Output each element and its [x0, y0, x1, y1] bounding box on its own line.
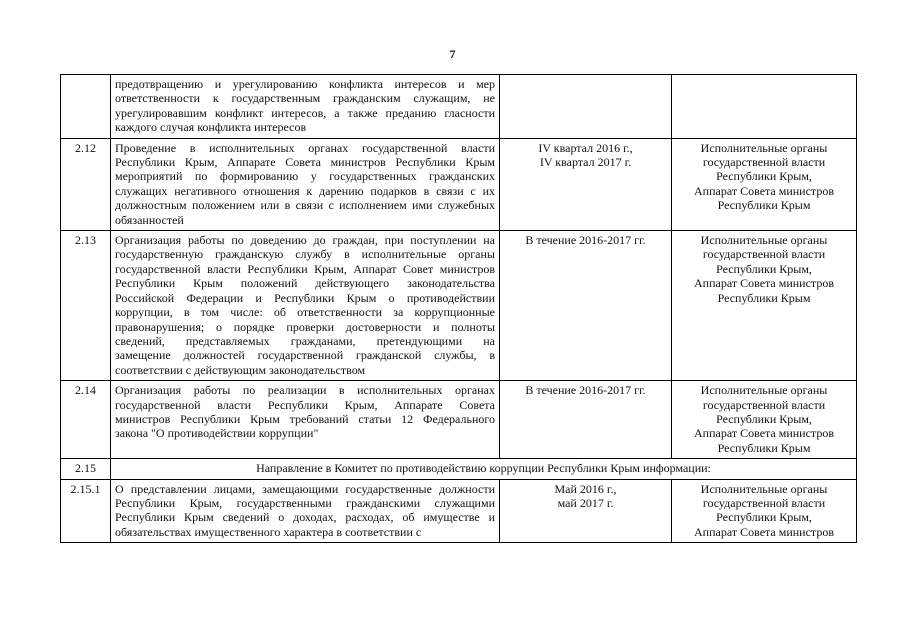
table-row — [61, 138, 857, 230]
executors — [672, 75, 857, 139]
measure-description — [111, 479, 500, 543]
executors: Исполнительные органы государственной власти Республики Крым, Аппарат Совета министров Республики Крым — [672, 138, 857, 230]
description-line: Республики Крым сведений о доходах, расходах, об имуществе и — [115, 510, 495, 525]
description-line: закона "О противодействии коррупции" — [115, 426, 319, 441]
deadline — [500, 75, 672, 139]
measure-description — [111, 231, 500, 381]
row-number: 2.12 — [61, 138, 111, 230]
deadline: IV квартал 2016 г., IV квартал 2017 г. — [500, 138, 672, 230]
row-number: 2.15.1 — [61, 479, 111, 543]
description-line: замещение должностей государственной гражданской службы, в — [115, 348, 495, 363]
description-line: Организация работы по доведению до граждан, при поступлении на — [115, 233, 495, 248]
description-line: государственной власти Республики Крым, Аппарате Совета — [115, 397, 495, 412]
description-line: ответственности к государственным гражданским служащим, не — [115, 91, 495, 106]
row-number: 2.13 — [61, 231, 111, 381]
description-line: сведений, представляемых гражданами, претендующими на — [115, 333, 495, 348]
description-line: должностным положением или в связи с исполнением ими служебных — [115, 198, 495, 213]
description-line: министров Республики Крым требований статьи 12 Федерального — [115, 411, 495, 426]
description-line: Проведение в исполнительных органах государственной власти — [115, 140, 495, 155]
table-row — [61, 381, 857, 459]
description-line: коррупции, в том числе: об ответственности за коррупционные — [115, 305, 495, 320]
description-line: служащих негативного отношения к дарению подарков в связи с их — [115, 183, 495, 198]
description-line: Республики Крым, Аппарате Совета министров Республики Крым — [115, 155, 495, 170]
description-line: О представлении лицами, замещающими государственные должности — [115, 481, 495, 496]
description-line: правонарушения; о порядке проверки достоверности и полноты — [115, 319, 495, 334]
deadline: В течение 2016-2017 гг. — [500, 231, 672, 381]
description-line: обязательствах имущественного характера в соответствии с — [115, 524, 422, 539]
table-row — [61, 231, 857, 381]
executors: Исполнительные органы государственной власти Республики Крым, Аппарат Совета министров Республики Крым — [672, 381, 857, 459]
description-line: предотвращению и урегулированию конфликта интересов и мер — [115, 77, 495, 91]
deadline: Май 2016 г., май 2017 г. — [500, 479, 672, 543]
measures-table — [60, 74, 857, 543]
deadline: В течение 2016-2017 гг. — [500, 381, 672, 459]
executors: Исполнительные органы государственной власти Республики Крым, Аппарат Совета министров — [672, 479, 857, 543]
executors: Исполнительные органы государственной власти Республики Крым, Аппарат Совета министров Республики Крым — [672, 231, 857, 381]
section-number: 2.15 — [61, 459, 111, 479]
description-line: соответствии с действующим законодательством — [115, 362, 366, 377]
description-line: Республики Крым положений действующего законодательства — [115, 276, 495, 291]
description-line: Организация работы по реализации в исполнительных органах — [115, 383, 495, 398]
description-line: государственную гражданскую службу в исполнительные органы — [115, 247, 495, 262]
description-line: каждого случая конфликта интересов — [115, 120, 307, 135]
description-line: мероприятий по формированию у государственных гражданских — [115, 169, 495, 184]
description-line: государственной власти Республики Крым, Аппарат Совет министров — [115, 261, 495, 276]
measure-description — [111, 381, 500, 459]
row-number — [61, 75, 111, 139]
section-row — [61, 459, 857, 479]
description-line: Республики Крым, государственными гражданскими служащими — [115, 495, 495, 510]
description-line: Российской Федерации и Республики Крым о противодействии — [115, 290, 495, 305]
table-row — [61, 479, 857, 543]
measure-description — [111, 138, 500, 230]
section-heading: Направление в Комитет по противодействию коррупции Республики Крым информации: — [111, 459, 857, 479]
table-row — [61, 75, 857, 139]
description-line: урегулировавшим конфликт интересов, а также преданию гласности — [115, 105, 495, 120]
page-number: 7 — [449, 47, 456, 61]
description-line: обязанностей — [115, 212, 184, 227]
measure-description — [111, 75, 500, 139]
row-number: 2.14 — [61, 381, 111, 459]
